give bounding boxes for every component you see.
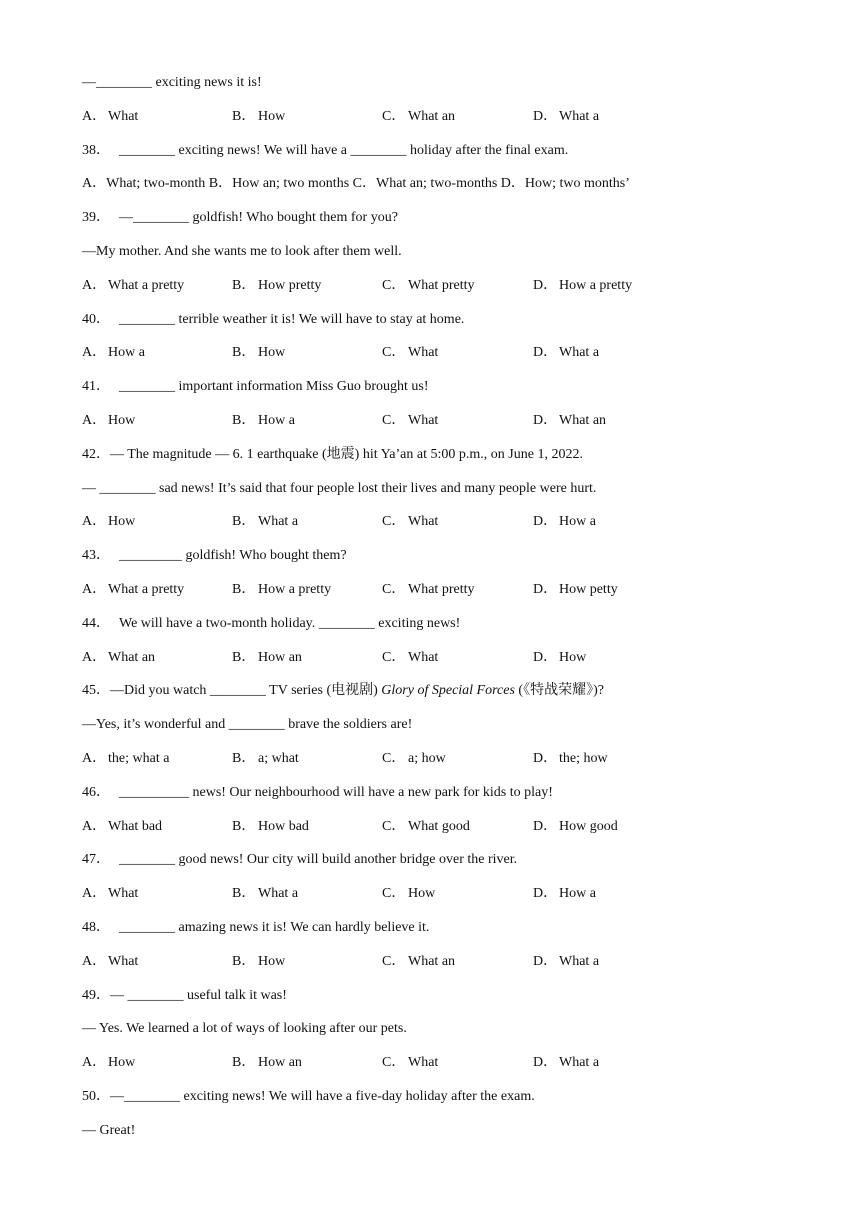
option-letter: C． — [382, 413, 406, 428]
line-text: A．What; two-month B．How an; two months C．What an; two-months D．How; two months’ — [82, 176, 630, 192]
option-letter: D． — [533, 582, 558, 597]
question-text-end: (《特战荣耀》)? — [514, 683, 604, 699]
option-letter: C． — [382, 818, 406, 834]
option-letter: C． — [382, 953, 406, 969]
option-d — [533, 277, 632, 295]
question-text: ________ terrible weather it is! We will have to stay at home. — [119, 311, 465, 327]
option-text: What — [108, 886, 139, 902]
option-a — [82, 344, 145, 362]
question-number: 39． — [82, 210, 110, 226]
option-letter: A． — [82, 277, 107, 293]
option-text: How — [258, 345, 286, 361]
option-letter: C． — [382, 1055, 406, 1071]
question-line — [82, 1122, 135, 1140]
option-text: How good — [559, 818, 618, 834]
question-text: —________ goldfish! Who bought them for you? — [119, 210, 398, 226]
option-a — [82, 108, 138, 126]
option-text: the; what a — [108, 751, 170, 766]
option-c — [382, 953, 455, 971]
option-text: How a pretty — [258, 582, 332, 597]
question-text: ________ important information Miss Guo brought us! — [119, 379, 429, 395]
option-letter: A． — [82, 886, 107, 902]
option-b — [232, 818, 309, 836]
option-text: What an — [108, 649, 156, 665]
option-text: What bad — [108, 818, 163, 834]
option-c — [382, 818, 470, 836]
option-text: How — [108, 514, 136, 530]
option-letter: A． — [82, 582, 107, 597]
option-text: What pretty — [408, 582, 475, 597]
option-a — [82, 581, 184, 599]
question-line — [82, 851, 517, 869]
question-text: ________ good news! Our city will build another bridge over the river. — [119, 852, 518, 868]
question-text: 45．—Did you watch ________ TV series (电视剧) — [82, 683, 382, 699]
option-b — [232, 277, 321, 295]
option-text: What pretty — [408, 277, 475, 293]
option-d — [533, 108, 599, 126]
option-b — [232, 1054, 302, 1072]
option-d — [533, 1054, 599, 1072]
option-a — [82, 277, 184, 295]
question-line — [82, 716, 412, 734]
option-a — [82, 1054, 135, 1072]
question-line — [82, 784, 553, 802]
question-line — [82, 1020, 407, 1038]
line-text: 42．— The magnitude — 6. 1 earthquake (地震) hit Ya’an at 5:00 p.m., on June 1, 2022. — [82, 446, 583, 462]
option-letter: B． — [232, 1055, 256, 1071]
option-c — [382, 513, 438, 531]
option-d — [533, 750, 608, 768]
option-letter: B． — [232, 649, 256, 665]
option-text: What a — [559, 1055, 600, 1071]
question-line — [82, 1088, 535, 1106]
option-text: What — [408, 1055, 439, 1071]
option-c — [382, 412, 438, 430]
line-text: —Yes, it’s wonderful and ________ brave the soldiers are! — [82, 717, 413, 733]
option-c — [382, 750, 446, 768]
option-d — [533, 581, 618, 599]
option-letter: C． — [382, 649, 406, 665]
option-text: What — [408, 345, 439, 361]
option-text: How bad — [258, 818, 309, 834]
option-a — [82, 818, 162, 836]
option-letter: A． — [82, 953, 107, 969]
option-c — [382, 344, 438, 362]
option-text: What an — [408, 953, 456, 969]
option-letter: D． — [533, 649, 558, 665]
option-a — [82, 953, 138, 971]
option-text: a; what — [258, 751, 299, 766]
question-text: __________ news! Our neighbourhood will have a new park for kids to play! — [119, 784, 553, 800]
option-letter: D． — [533, 953, 558, 969]
option-letter: B． — [232, 108, 256, 124]
option-text: What a — [559, 108, 600, 124]
option-letter: D． — [533, 413, 558, 428]
option-letter: B． — [232, 751, 256, 766]
option-c — [382, 649, 438, 667]
option-letter: B． — [232, 413, 256, 428]
option-a — [82, 750, 169, 768]
question-number: 48． — [82, 920, 110, 935]
option-text: What a pretty — [108, 277, 185, 293]
option-c — [382, 885, 435, 903]
option-c — [382, 108, 455, 126]
option-letter: B． — [232, 582, 256, 597]
option-text: What — [108, 108, 139, 124]
option-text: How a — [258, 413, 295, 428]
option-text: What an — [559, 413, 607, 428]
option-text: How a — [108, 345, 145, 361]
option-letter: D． — [533, 818, 558, 834]
question-text: _________ goldfish! Who bought them? — [119, 548, 347, 564]
option-text: How a — [559, 886, 596, 902]
option-d — [533, 344, 599, 362]
option-letter: C． — [382, 751, 406, 766]
option-text: How — [408, 886, 436, 902]
option-text: What a — [559, 953, 600, 969]
option-c — [382, 1054, 438, 1072]
line-text: 49．— ________ useful talk it was! — [82, 987, 287, 1003]
option-letter: A． — [82, 1055, 107, 1071]
line-text: —My mother. And she wants me to look after them well. — [82, 244, 402, 259]
option-letter: B． — [232, 953, 256, 969]
option-b — [232, 513, 298, 531]
option-text: What a — [559, 345, 600, 361]
option-letter: A． — [82, 649, 107, 665]
option-text: What — [408, 413, 439, 428]
question-line — [82, 682, 604, 700]
option-text: How — [258, 953, 286, 969]
option-letter: C． — [382, 582, 406, 597]
question-text: ________ amazing news it is! We can hardly believe it. — [119, 920, 430, 935]
option-text: a; how — [408, 751, 446, 766]
option-a — [82, 649, 155, 667]
question-line — [82, 446, 583, 464]
option-letter: D． — [533, 514, 558, 530]
option-d — [533, 412, 606, 430]
option-b — [232, 344, 285, 362]
option-text: What a — [258, 886, 299, 902]
option-text: How — [258, 108, 286, 124]
option-text: What an — [408, 108, 456, 124]
question-line — [82, 243, 402, 261]
option-text: How an — [258, 1055, 302, 1071]
option-letter: B． — [232, 345, 256, 361]
option-letter: D． — [533, 1055, 558, 1071]
answer-options — [82, 175, 630, 193]
option-letter: C． — [382, 277, 406, 293]
option-letter: D． — [533, 751, 558, 766]
question-line — [82, 547, 347, 565]
option-letter: A． — [82, 514, 107, 530]
option-letter: B． — [232, 818, 256, 834]
option-text: What a — [258, 514, 299, 530]
option-text: How a pretty — [559, 277, 633, 293]
option-a — [82, 885, 138, 903]
option-b — [232, 581, 331, 599]
option-b — [232, 649, 302, 667]
option-b — [232, 953, 285, 971]
line-text: — Great! — [82, 1122, 136, 1138]
line-text: 50．—________ exciting news! We will have a five-day holiday after the exam. — [82, 1089, 535, 1104]
option-text: What — [408, 514, 439, 530]
option-b — [232, 108, 285, 126]
option-letter: A． — [82, 108, 107, 124]
option-d — [533, 513, 596, 531]
question-line — [82, 74, 262, 92]
option-d — [533, 818, 618, 836]
question-number: 40． — [82, 311, 110, 327]
option-letter: B． — [232, 277, 256, 293]
option-text: How — [108, 413, 136, 428]
question-number: 44． — [82, 615, 110, 631]
question-line — [82, 209, 398, 227]
question-text: ________ exciting news! We will have a ________ holiday after the final exam. — [119, 142, 569, 158]
option-text: What good — [408, 818, 470, 834]
option-letter: A． — [82, 751, 107, 766]
option-letter: C． — [382, 514, 406, 530]
option-letter: C． — [382, 345, 406, 361]
option-letter: B． — [232, 514, 256, 530]
option-text: How — [559, 649, 587, 665]
line-text: —________ exciting news it is! — [82, 75, 262, 90]
option-letter: D． — [533, 886, 558, 902]
option-letter: B． — [232, 886, 256, 902]
option-letter: A． — [82, 818, 107, 834]
option-text: How petty — [559, 582, 618, 597]
option-text: What — [408, 649, 439, 665]
question-number: 47． — [82, 852, 110, 868]
option-letter: D． — [533, 277, 558, 293]
option-b — [232, 885, 298, 903]
option-c — [382, 277, 474, 295]
question-line — [82, 919, 429, 937]
question-line — [82, 615, 460, 633]
option-a — [82, 513, 135, 531]
option-d — [533, 649, 586, 667]
question-number: 43． — [82, 548, 110, 564]
option-text: What — [108, 953, 139, 969]
question-text: We will have a two-month holiday. ________ exciting news! — [119, 615, 461, 631]
option-d — [533, 885, 596, 903]
option-text: How pretty — [258, 277, 322, 293]
series-title: Glory of Special Forces — [381, 683, 515, 699]
line-text: — ________ sad news! It’s said that four people lost their lives and many people were hurt. — [82, 480, 597, 496]
option-letter: D． — [533, 345, 558, 361]
option-letter: C． — [382, 108, 406, 124]
option-b — [232, 412, 295, 430]
option-text: How — [108, 1055, 136, 1071]
option-letter: C． — [382, 886, 406, 902]
option-text: How a — [559, 514, 596, 530]
option-d — [533, 953, 599, 971]
question-line — [82, 311, 464, 329]
option-text: the; how — [559, 751, 608, 766]
option-c — [382, 581, 474, 599]
question-line — [82, 378, 429, 396]
option-b — [232, 750, 299, 768]
line-text: — Yes. We learned a lot of ways of looking after our pets. — [82, 1021, 407, 1037]
option-letter: A． — [82, 413, 107, 428]
question-line — [82, 480, 596, 498]
question-number: 46． — [82, 784, 110, 800]
question-line — [82, 987, 287, 1005]
option-text: How an — [258, 649, 302, 665]
option-letter: D． — [533, 108, 558, 124]
option-a — [82, 412, 135, 430]
question-number: 41． — [82, 379, 110, 395]
question-line — [82, 142, 568, 160]
option-text: What a pretty — [108, 582, 185, 597]
question-number: 38． — [82, 142, 110, 158]
option-letter: A． — [82, 345, 107, 361]
